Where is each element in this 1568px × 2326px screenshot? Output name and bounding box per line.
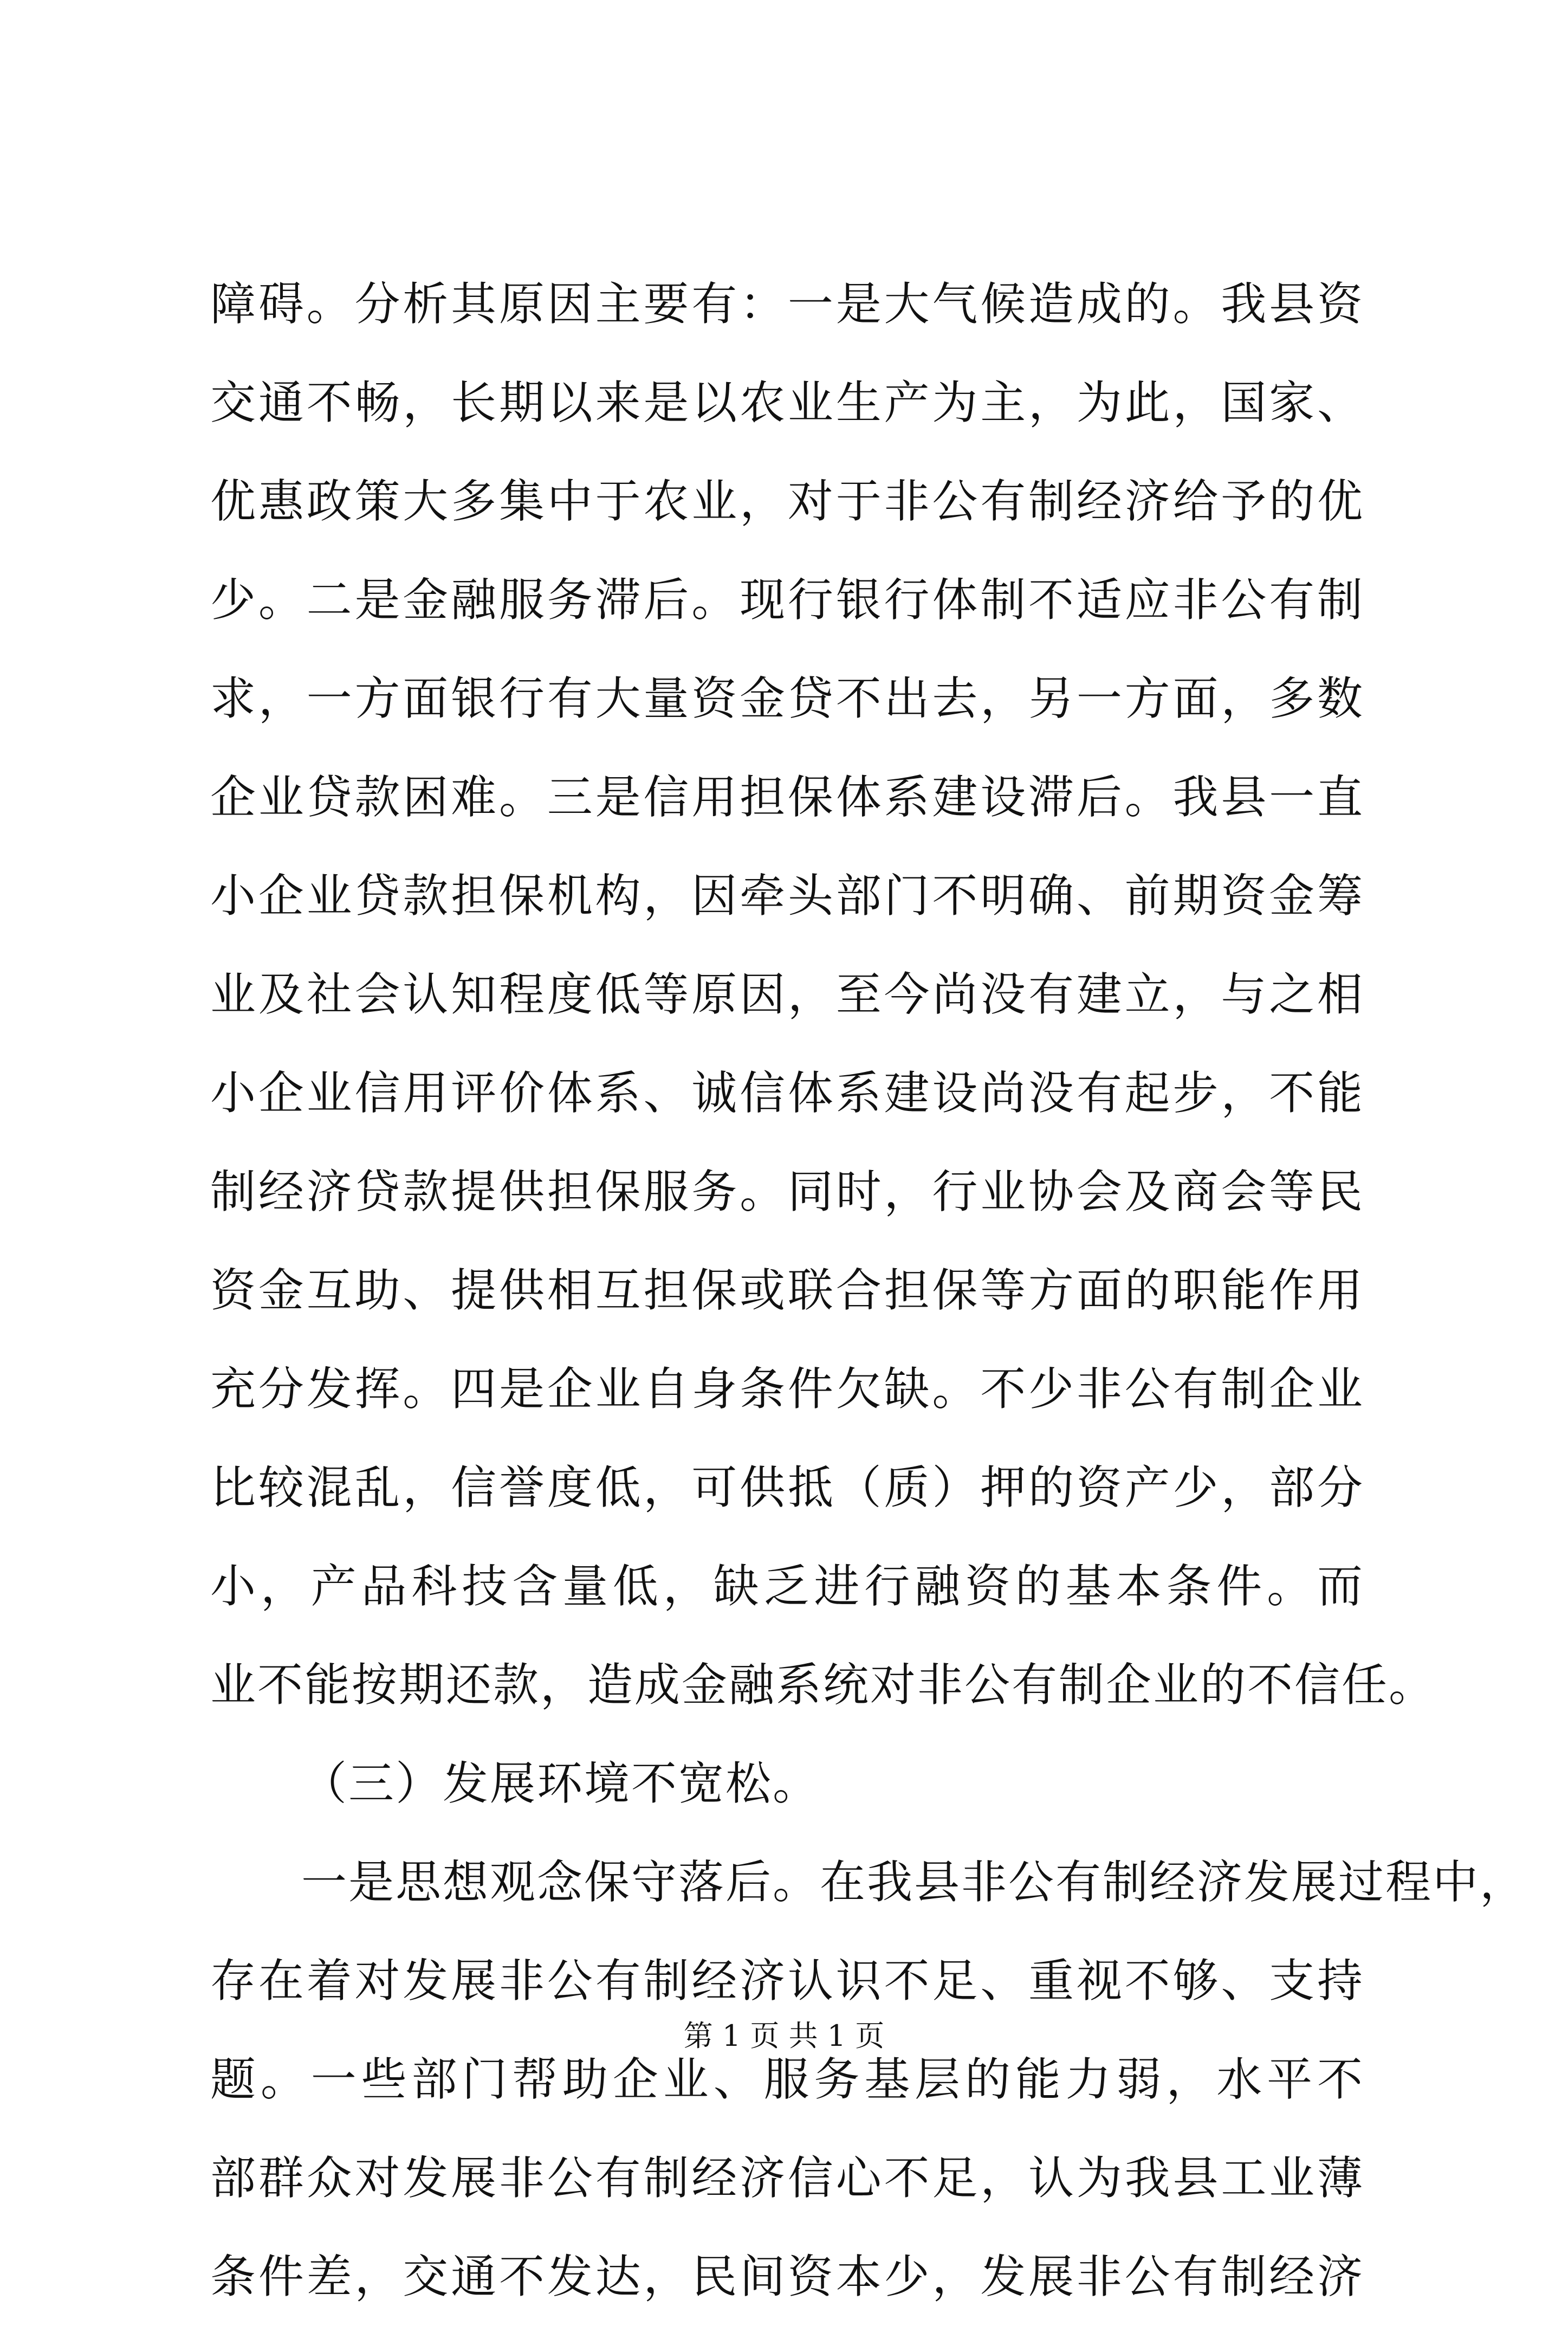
- text-line: 条件差，交通不发达，民间资本少，发展非公有制经济: [210, 2250, 1364, 2303]
- text-line: 制经济贷款提供担保服务。同时，行业协会及商会等民: [210, 1165, 1364, 1218]
- text-line: 题。一些部门帮助企业、服务基层的能力弱，水平不: [210, 2053, 1364, 2106]
- text-line: 企业贷款困难。三是信用担保体系建设滞后。我县一直: [210, 771, 1364, 824]
- text-line: 小企业信用评价体系、诚信体系建设尚没有起步，不能: [210, 1067, 1364, 1120]
- text-line: 充分发挥。四是企业自身条件欠缺。不少非公有制企业: [210, 1362, 1364, 1416]
- text-line: 小，产品科技含量低，缺乏进行融资的基本条件。而: [210, 1560, 1364, 1613]
- text-line: 业及社会认知程度低等原因，至今尚没有建立，与之相: [210, 968, 1364, 1021]
- text-line: 业不能按期还款，造成金融系统对非公有制企业的不信任。: [210, 1658, 1436, 1711]
- text-line: 交通不畅，长期以来是以农业生产为主，为此，国家、: [210, 376, 1364, 429]
- page-footer: 第 1 页 共 1 页: [683, 2019, 885, 2053]
- text-line: 优惠政策大多集中于农业，对于非公有制经济给予的优: [210, 475, 1364, 528]
- text-line: 部群众对发展非公有制经济信心不足，认为我县工业薄: [210, 2151, 1364, 2205]
- text-line: 少。二是金融服务滞后。现行银行体制不适应非公有制: [210, 573, 1364, 626]
- document-body: [210, 255, 1527, 2326]
- text-line: 小企业贷款担保机构，因牵头部门不明确、前期资金筹: [210, 869, 1364, 922]
- text-line: 比较混乱，信誉度低，可供抵（质）押的资产少，部分: [210, 1461, 1364, 1514]
- text-line: 存在着对发展非公有制经济认识不足、重视不够、支持: [210, 1954, 1364, 2007]
- section-subheading: （三）发展环境不宽松。: [301, 1757, 820, 1810]
- text-line: 一是思想观念保守落后。在我县非公有制经济发展过程中，: [301, 1856, 1527, 1909]
- text-line: 障碍。分析其原因主要有：一是大气候造成的。我县资: [210, 277, 1364, 331]
- text-line: 资金互助、提供相互担保或联合担保等方面的职能作用: [210, 1264, 1364, 1317]
- text-line: 求，一方面银行有大量资金贷不出去，另一方面，多数: [210, 672, 1364, 725]
